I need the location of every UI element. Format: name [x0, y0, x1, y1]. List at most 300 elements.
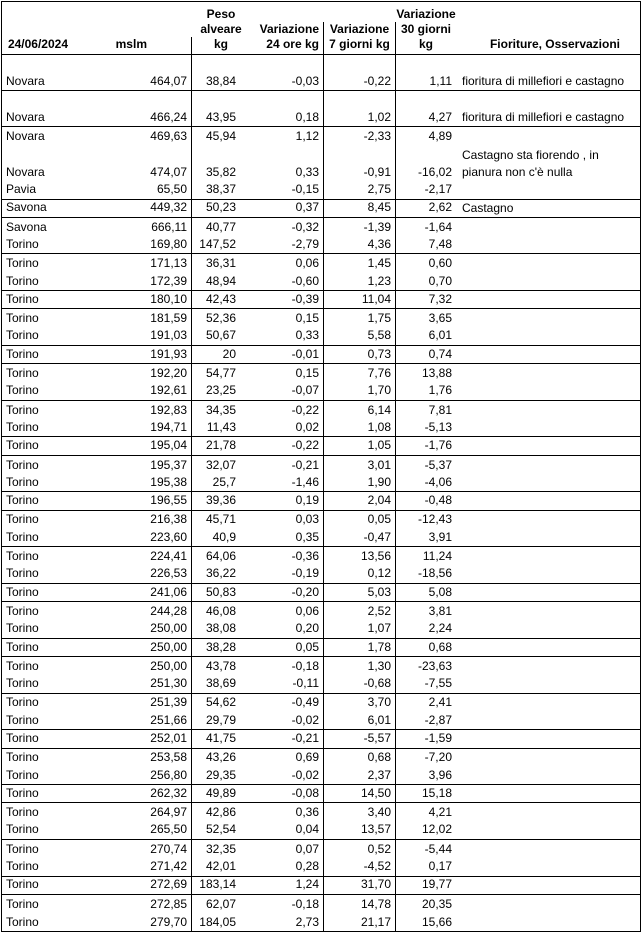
cell-var-7d[interactable] — [324, 437, 396, 454]
cell-city[interactable] — [2, 547, 72, 565]
cell-var-7d[interactable] — [324, 474, 396, 491]
cell-var-30d[interactable] — [396, 218, 456, 236]
cell-var-7d[interactable] — [324, 657, 396, 675]
cell-peso[interactable] — [192, 913, 250, 931]
cell-mslm[interactable] — [72, 529, 192, 546]
cell-notes[interactable] — [456, 55, 640, 90]
cell-peso[interactable] — [192, 822, 250, 839]
cell-mslm[interactable] — [72, 456, 192, 474]
cell-notes[interactable] — [456, 474, 640, 491]
cell-var-24h[interactable] — [250, 712, 324, 729]
cell-var-7d[interactable] — [324, 822, 396, 839]
cell-notes[interactable] — [456, 657, 640, 675]
cell-var-30d[interactable] — [396, 437, 456, 454]
cell-var-24h[interactable] — [250, 181, 324, 198]
cell-city[interactable] — [2, 913, 72, 931]
cell-var-7d[interactable] — [324, 218, 396, 236]
cell-mslm[interactable] — [72, 675, 192, 692]
cell-var-24h[interactable] — [250, 328, 324, 345]
cell-notes[interactable] — [456, 401, 640, 419]
cell-var-7d[interactable] — [324, 383, 396, 400]
cell-peso[interactable] — [192, 694, 250, 712]
cell-var-30d[interactable] — [396, 456, 456, 474]
cell-var-24h[interactable] — [250, 895, 324, 913]
cell-notes[interactable] — [456, 273, 640, 290]
cell-peso[interactable] — [192, 712, 250, 729]
cell-mslm[interactable] — [72, 785, 192, 802]
cell-city[interactable] — [2, 877, 72, 894]
cell-peso[interactable] — [192, 273, 250, 290]
cell-peso[interactable] — [192, 767, 250, 784]
cell-mslm[interactable] — [72, 584, 192, 601]
cell-mslm[interactable] — [72, 419, 192, 436]
cell-var-30d[interactable] — [396, 254, 456, 272]
cell-city[interactable] — [2, 492, 72, 509]
cell-peso[interactable] — [192, 55, 250, 90]
cell-notes[interactable] — [456, 712, 640, 729]
cell-var-24h[interactable] — [250, 401, 324, 419]
cell-notes[interactable] — [456, 895, 640, 913]
cell-var-24h[interactable] — [250, 273, 324, 290]
cell-notes[interactable] — [456, 127, 640, 145]
cell-var-7d[interactable] — [324, 55, 396, 90]
cell-mslm[interactable] — [72, 200, 192, 217]
cell-peso[interactable] — [192, 401, 250, 419]
cell-var-24h[interactable] — [250, 492, 324, 509]
cell-mslm[interactable] — [72, 803, 192, 821]
header-var-7d[interactable] — [324, 22, 396, 54]
cell-var-24h[interactable] — [250, 511, 324, 529]
cell-var-7d[interactable] — [324, 328, 396, 345]
cell-peso[interactable] — [192, 218, 250, 236]
cell-notes[interactable] — [456, 584, 640, 601]
cell-var-7d[interactable] — [324, 346, 396, 363]
cell-var-24h[interactable] — [250, 730, 324, 747]
cell-var-30d[interactable] — [396, 712, 456, 729]
cell-var-7d[interactable] — [324, 401, 396, 419]
cell-var-24h[interactable] — [250, 657, 324, 675]
cell-mslm[interactable] — [72, 712, 192, 729]
cell-var-30d[interactable] — [396, 767, 456, 784]
cell-peso[interactable] — [192, 181, 250, 198]
cell-city[interactable] — [2, 91, 72, 126]
cell-peso[interactable] — [192, 254, 250, 272]
cell-var-24h[interactable] — [250, 547, 324, 565]
cell-var-30d[interactable] — [396, 584, 456, 601]
cell-city[interactable] — [2, 401, 72, 419]
cell-var-30d[interactable] — [396, 566, 456, 583]
header-var-24h[interactable] — [250, 22, 324, 54]
cell-peso[interactable] — [192, 511, 250, 529]
cell-var-7d[interactable] — [324, 675, 396, 692]
cell-notes[interactable] — [456, 291, 640, 308]
cell-notes[interactable] — [456, 913, 640, 931]
cell-peso[interactable] — [192, 364, 250, 382]
cell-mslm[interactable] — [72, 401, 192, 419]
cell-mslm[interactable] — [72, 383, 192, 400]
cell-var-30d[interactable] — [396, 822, 456, 839]
cell-notes[interactable] — [456, 437, 640, 454]
cell-var-30d[interactable] — [396, 383, 456, 400]
cell-var-30d[interactable] — [396, 511, 456, 529]
cell-city[interactable] — [2, 675, 72, 692]
cell-var-7d[interactable] — [324, 639, 396, 656]
cell-peso[interactable] — [192, 749, 250, 767]
cell-var-7d[interactable] — [324, 200, 396, 217]
cell-var-7d[interactable] — [324, 566, 396, 583]
cell-mslm[interactable] — [72, 346, 192, 363]
cell-var-7d[interactable] — [324, 236, 396, 253]
cell-var-30d[interactable] — [396, 401, 456, 419]
cell-var-30d[interactable] — [396, 181, 456, 198]
cell-city[interactable] — [2, 602, 72, 620]
cell-mslm[interactable] — [72, 254, 192, 272]
cell-var-30d[interactable] — [396, 346, 456, 363]
cell-var-7d[interactable] — [324, 529, 396, 546]
cell-mslm[interactable] — [72, 566, 192, 583]
cell-var-24h[interactable] — [250, 620, 324, 637]
cell-mslm[interactable] — [72, 55, 192, 90]
cell-peso[interactable] — [192, 602, 250, 620]
cell-city[interactable] — [2, 309, 72, 327]
cell-var-30d[interactable] — [396, 675, 456, 692]
cell-notes[interactable] — [456, 675, 640, 692]
cell-var-7d[interactable] — [324, 145, 396, 181]
cell-var-7d[interactable] — [324, 803, 396, 821]
cell-var-7d[interactable] — [324, 91, 396, 126]
cell-city[interactable] — [2, 566, 72, 583]
cell-notes[interactable] — [456, 803, 640, 821]
cell-city[interactable] — [2, 584, 72, 601]
cell-var-24h[interactable] — [250, 803, 324, 821]
cell-notes[interactable] — [456, 620, 640, 637]
cell-var-24h[interactable] — [250, 566, 324, 583]
cell-peso[interactable] — [192, 91, 250, 126]
cell-var-30d[interactable] — [396, 328, 456, 345]
cell-var-30d[interactable] — [396, 145, 456, 181]
cell-peso[interactable] — [192, 437, 250, 454]
cell-notes[interactable] — [456, 511, 640, 529]
cell-var-30d[interactable] — [396, 657, 456, 675]
cell-var-24h[interactable] — [250, 877, 324, 894]
cell-mslm[interactable] — [72, 236, 192, 253]
cell-var-7d[interactable] — [324, 456, 396, 474]
cell-peso[interactable] — [192, 785, 250, 802]
cell-city[interactable] — [2, 822, 72, 839]
header-mslm[interactable] — [72, 37, 192, 54]
cell-city[interactable] — [2, 712, 72, 729]
cell-mslm[interactable] — [72, 840, 192, 858]
cell-peso[interactable] — [192, 803, 250, 821]
cell-var-7d[interactable] — [324, 895, 396, 913]
cell-var-7d[interactable] — [324, 181, 396, 198]
cell-notes[interactable] — [456, 346, 640, 363]
cell-var-30d[interactable] — [396, 273, 456, 290]
cell-city[interactable] — [2, 858, 72, 875]
cell-notes[interactable] — [456, 492, 640, 509]
cell-city[interactable] — [2, 419, 72, 436]
cell-peso[interactable] — [192, 419, 250, 436]
cell-var-24h[interactable] — [250, 474, 324, 491]
cell-var-24h[interactable] — [250, 291, 324, 308]
cell-city[interactable] — [2, 181, 72, 198]
cell-var-7d[interactable] — [324, 840, 396, 858]
cell-var-7d[interactable] — [324, 291, 396, 308]
cell-notes[interactable] — [456, 456, 640, 474]
cell-var-30d[interactable] — [396, 620, 456, 637]
cell-notes[interactable] — [456, 822, 640, 839]
cell-mslm[interactable] — [72, 895, 192, 913]
cell-mslm[interactable] — [72, 913, 192, 931]
cell-city[interactable] — [2, 437, 72, 454]
cell-peso[interactable] — [192, 547, 250, 565]
cell-var-30d[interactable] — [396, 877, 456, 894]
cell-peso[interactable] — [192, 858, 250, 875]
cell-var-30d[interactable] — [396, 364, 456, 382]
cell-var-30d[interactable] — [396, 236, 456, 253]
cell-peso[interactable] — [192, 840, 250, 858]
cell-var-30d[interactable] — [396, 127, 456, 145]
cell-city[interactable] — [2, 364, 72, 382]
cell-peso[interactable] — [192, 529, 250, 546]
cell-var-30d[interactable] — [396, 803, 456, 821]
cell-var-7d[interactable] — [324, 364, 396, 382]
cell-city[interactable] — [2, 620, 72, 637]
cell-var-7d[interactable] — [324, 730, 396, 747]
cell-notes[interactable] — [456, 730, 640, 747]
cell-mslm[interactable] — [72, 492, 192, 509]
cell-var-30d[interactable] — [396, 785, 456, 802]
cell-var-24h[interactable] — [250, 822, 324, 839]
cell-city[interactable] — [2, 145, 72, 181]
cell-notes[interactable] — [456, 145, 640, 181]
cell-var-24h[interactable] — [250, 236, 324, 253]
cell-var-7d[interactable] — [324, 858, 396, 875]
header-var-30d[interactable] — [396, 7, 456, 54]
cell-var-7d[interactable] — [324, 712, 396, 729]
cell-var-30d[interactable] — [396, 694, 456, 712]
cell-notes[interactable] — [456, 419, 640, 436]
cell-mslm[interactable] — [72, 749, 192, 767]
cell-mslm[interactable] — [72, 694, 192, 712]
cell-city[interactable] — [2, 383, 72, 400]
cell-var-30d[interactable] — [396, 547, 456, 565]
cell-var-7d[interactable] — [324, 511, 396, 529]
cell-var-24h[interactable] — [250, 529, 324, 546]
cell-notes[interactable] — [456, 694, 640, 712]
cell-mslm[interactable] — [72, 328, 192, 345]
cell-var-24h[interactable] — [250, 858, 324, 875]
cell-var-30d[interactable] — [396, 492, 456, 509]
cell-var-24h[interactable] — [250, 584, 324, 601]
cell-mslm[interactable] — [72, 858, 192, 875]
cell-var-7d[interactable] — [324, 273, 396, 290]
cell-var-24h[interactable] — [250, 91, 324, 126]
cell-var-24h[interactable] — [250, 419, 324, 436]
cell-notes[interactable] — [456, 547, 640, 565]
cell-mslm[interactable] — [72, 822, 192, 839]
cell-city[interactable] — [2, 840, 72, 858]
cell-mslm[interactable] — [72, 602, 192, 620]
cell-city[interactable] — [2, 657, 72, 675]
cell-var-30d[interactable] — [396, 200, 456, 217]
cell-city[interactable] — [2, 474, 72, 491]
cell-var-24h[interactable] — [250, 145, 324, 181]
cell-mslm[interactable] — [72, 127, 192, 145]
cell-notes[interactable] — [456, 877, 640, 894]
cell-notes[interactable] — [456, 181, 640, 198]
cell-peso[interactable] — [192, 145, 250, 181]
cell-notes[interactable] — [456, 785, 640, 802]
cell-city[interactable] — [2, 730, 72, 747]
cell-city[interactable] — [2, 127, 72, 145]
cell-var-24h[interactable] — [250, 639, 324, 656]
cell-city[interactable] — [2, 895, 72, 913]
cell-var-24h[interactable] — [250, 55, 324, 90]
cell-mslm[interactable] — [72, 181, 192, 198]
header-peso[interactable] — [192, 7, 250, 54]
cell-city[interactable] — [2, 328, 72, 345]
cell-city[interactable] — [2, 767, 72, 784]
cell-var-24h[interactable] — [250, 127, 324, 145]
cell-var-24h[interactable] — [250, 694, 324, 712]
cell-var-30d[interactable] — [396, 858, 456, 875]
cell-peso[interactable] — [192, 877, 250, 894]
cell-notes[interactable] — [456, 529, 640, 546]
cell-var-30d[interactable] — [396, 639, 456, 656]
cell-var-24h[interactable] — [250, 749, 324, 767]
cell-var-30d[interactable] — [396, 895, 456, 913]
cell-var-7d[interactable] — [324, 254, 396, 272]
cell-notes[interactable] — [456, 364, 640, 382]
cell-var-30d[interactable] — [396, 840, 456, 858]
cell-peso[interactable] — [192, 309, 250, 327]
cell-mslm[interactable] — [72, 547, 192, 565]
cell-var-24h[interactable] — [250, 383, 324, 400]
cell-var-30d[interactable] — [396, 309, 456, 327]
cell-var-24h[interactable] — [250, 254, 324, 272]
cell-notes[interactable] — [456, 236, 640, 253]
cell-peso[interactable] — [192, 474, 250, 491]
cell-city[interactable] — [2, 55, 72, 90]
cell-mslm[interactable] — [72, 291, 192, 308]
cell-var-24h[interactable] — [250, 602, 324, 620]
cell-var-24h[interactable] — [250, 200, 324, 217]
cell-mslm[interactable] — [72, 273, 192, 290]
cell-mslm[interactable] — [72, 364, 192, 382]
cell-city[interactable] — [2, 236, 72, 253]
cell-mslm[interactable] — [72, 767, 192, 784]
cell-var-7d[interactable] — [324, 309, 396, 327]
cell-notes[interactable] — [456, 639, 640, 656]
cell-mslm[interactable] — [72, 511, 192, 529]
cell-peso[interactable] — [192, 456, 250, 474]
cell-var-24h[interactable] — [250, 913, 324, 931]
cell-var-24h[interactable] — [250, 675, 324, 692]
cell-var-7d[interactable] — [324, 749, 396, 767]
cell-var-30d[interactable] — [396, 529, 456, 546]
cell-var-7d[interactable] — [324, 602, 396, 620]
cell-mslm[interactable] — [72, 437, 192, 454]
cell-peso[interactable] — [192, 200, 250, 217]
cell-var-7d[interactable] — [324, 547, 396, 565]
cell-peso[interactable] — [192, 657, 250, 675]
cell-peso[interactable] — [192, 895, 250, 913]
cell-notes[interactable] — [456, 254, 640, 272]
cell-var-30d[interactable] — [396, 474, 456, 491]
cell-var-7d[interactable] — [324, 127, 396, 145]
cell-var-7d[interactable] — [324, 492, 396, 509]
cell-notes[interactable] — [456, 383, 640, 400]
cell-var-30d[interactable] — [396, 291, 456, 308]
cell-mslm[interactable] — [72, 730, 192, 747]
cell-notes[interactable] — [456, 749, 640, 767]
cell-notes[interactable] — [456, 328, 640, 345]
cell-peso[interactable] — [192, 639, 250, 656]
cell-city[interactable] — [2, 346, 72, 363]
cell-peso[interactable] — [192, 127, 250, 145]
cell-var-24h[interactable] — [250, 364, 324, 382]
cell-var-7d[interactable] — [324, 694, 396, 712]
cell-var-7d[interactable] — [324, 767, 396, 784]
cell-var-30d[interactable] — [396, 913, 456, 931]
cell-var-7d[interactable] — [324, 620, 396, 637]
cell-peso[interactable] — [192, 620, 250, 637]
cell-var-24h[interactable] — [250, 346, 324, 363]
cell-peso[interactable] — [192, 675, 250, 692]
cell-var-30d[interactable] — [396, 419, 456, 436]
cell-peso[interactable] — [192, 492, 250, 509]
cell-mslm[interactable] — [72, 620, 192, 637]
cell-peso[interactable] — [192, 346, 250, 363]
cell-city[interactable] — [2, 218, 72, 236]
cell-city[interactable] — [2, 511, 72, 529]
cell-peso[interactable] — [192, 566, 250, 583]
cell-var-24h[interactable] — [250, 437, 324, 454]
cell-city[interactable] — [2, 456, 72, 474]
cell-mslm[interactable] — [72, 639, 192, 656]
cell-var-24h[interactable] — [250, 840, 324, 858]
cell-city[interactable] — [2, 529, 72, 546]
cell-city[interactable] — [2, 694, 72, 712]
cell-var-7d[interactable] — [324, 877, 396, 894]
cell-notes[interactable] — [456, 91, 640, 126]
cell-notes[interactable] — [456, 200, 640, 217]
cell-var-24h[interactable] — [250, 309, 324, 327]
cell-var-30d[interactable] — [396, 749, 456, 767]
cell-city[interactable] — [2, 785, 72, 802]
cell-city[interactable] — [2, 291, 72, 308]
header-date[interactable] — [2, 37, 72, 54]
cell-var-30d[interactable] — [396, 730, 456, 747]
cell-var-7d[interactable] — [324, 419, 396, 436]
cell-mslm[interactable] — [72, 145, 192, 181]
cell-notes[interactable] — [456, 767, 640, 784]
cell-notes[interactable] — [456, 309, 640, 327]
cell-city[interactable] — [2, 254, 72, 272]
cell-var-24h[interactable] — [250, 456, 324, 474]
cell-city[interactable] — [2, 749, 72, 767]
cell-peso[interactable] — [192, 584, 250, 601]
cell-peso[interactable] — [192, 730, 250, 747]
cell-mslm[interactable] — [72, 91, 192, 126]
cell-var-30d[interactable] — [396, 91, 456, 126]
cell-var-24h[interactable] — [250, 785, 324, 802]
cell-var-30d[interactable] — [396, 55, 456, 90]
cell-notes[interactable] — [456, 566, 640, 583]
cell-city[interactable] — [2, 639, 72, 656]
cell-notes[interactable] — [456, 840, 640, 858]
